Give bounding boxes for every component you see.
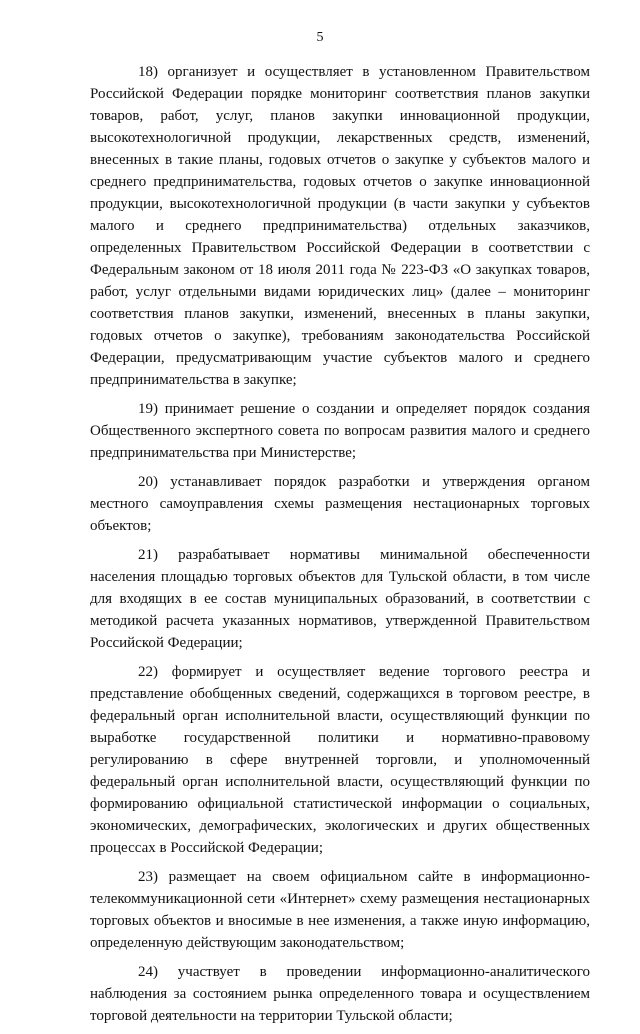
- paragraph-item-18: 18) организует и осуществляет в установленном Правительством Российской Федерации порядке мониторинг соответствия планов закупки товаров, работ, услуг, планов закупки инновационной продукции, высокотехнологичной продукции, лекарственных средств, изменений, внесенных в такие планы, годовых отчетов о закупке у субъектов малого и среднего предпринимательства, годовых отчетов о закупке инновационной продукции, высокотехнологичной продукции (в части закупки у субъектов малого и среднего предпринимательства) отдельных заказчиков, определенных Правительством Российской Федерации в соответствии с Федеральным законом от 18 июля 2011 года № 223-ФЗ «О закупках товаров, работ, услуг отдельными видами юридических лиц» (далее – мониторинг соответствия планов закупки, изменений, внесенных в планы закупки, годовых отчетов о закупке), требованиям законодательства Российской Федерации, предусматривающим участие субъектов малого и среднего предпринимательства в закупке;: [90, 64, 590, 388]
- paragraph-item-20: 20) устанавливает порядок разработки и утверждения органом местного самоуправления схемы размещения нестационарных торговых объектов;: [90, 474, 590, 534]
- paragraph-item-19: 19) принимает решение о создании и определяет порядок создания Общественного экспертного совета по вопросам развития малого и среднего предпринимательства при Министерстве;: [90, 401, 590, 461]
- paragraph-item-24: 24) участвует в проведении информационно-аналитического наблюдения за состоянием рынка определенного товара и осуществлением торговой деятельности на территории Тульской области;: [90, 964, 590, 1024]
- page-number: 5: [316, 30, 324, 45]
- paragraph-item-22: 22) формирует и осуществляет ведение торгового реестра и представление обобщенных сведений, содержащихся в торговом реестре, в федеральный орган исполнительной власти, осуществляющий функции по выработке государственной политики и нормативно-правовому регулированию в сфере внутренней торговли, и уполномоченный федеральный орган исполнительной власти, осуществляющий функции по формированию официальной статистической информации о социальных, экономических, демографических, экологических и других общественных процессах в Российской Федерации;: [90, 664, 590, 856]
- paragraph-item-21: 21) разрабатывает нормативы минимальной обеспеченности населения площадью торговых объектов для Тульской области, в том числе для входящих в ее состав муниципальных образований, в соответствии с методикой расчета указанных нормативов, утвержденной Правительством Российской Федерации;: [90, 547, 590, 651]
- document-body: [90, 61, 590, 1034]
- paragraph-item-23: 23) размещает на своем официальном сайте в информационно-телекоммуникационной сети «Интернет» схему размещения нестационарных торговых объектов и вносимые в нее изменения, а также иную информацию, определенную действующим законодательством;: [90, 869, 590, 951]
